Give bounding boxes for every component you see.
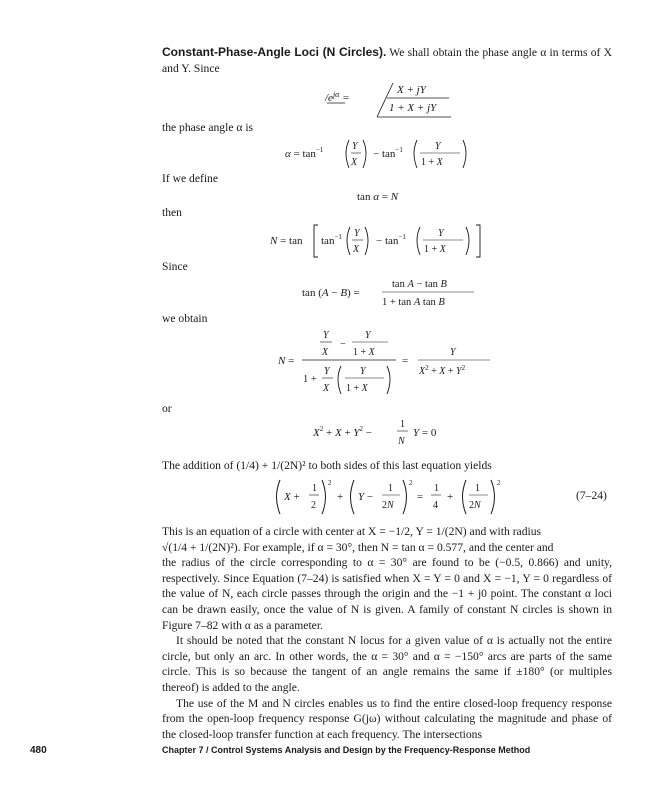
circle-line-1: This is an equation of a circle with center at X = −1/2, Y = 1/(2N) and with radius	[162, 525, 542, 538]
equation-tan-difference-svg	[302, 276, 482, 310]
svg-text:2: 2	[311, 500, 316, 511]
svg-text:Y −: Y −	[358, 491, 374, 503]
svg-text:2: 2	[409, 479, 413, 487]
svg-text:Y: Y	[360, 366, 366, 377]
svg-text:2N: 2N	[382, 500, 394, 511]
svg-text:Y: Y	[365, 330, 371, 341]
svg-text:X2 + X + Y2 −: $X^2 + X + Y^2$ −	[313, 425, 372, 439]
svg-text:Y: Y	[324, 366, 330, 377]
equation-circle-form-svg	[313, 414, 473, 450]
svg-text:tan (A − B) =: tan (A − B) =	[302, 287, 360, 299]
locus-note-paragraph: It should be noted that the constant N locus for a given value of α is actually not the entire circle, but only an arc. In other words, the α = 30° and α = −150° arcs are parts of the same circle. This is so because the tangent of an angle remains the same if ±180° (or multiples thereof) is added to the angle.	[162, 634, 612, 694]
svg-text:1: 1	[434, 483, 439, 494]
svg-text:1: 1	[475, 483, 480, 494]
svg-text:− tan−1: − $\tan^{-1}$	[376, 233, 406, 247]
eq1-numerator: X + jY	[397, 84, 426, 96]
equation-724	[272, 476, 532, 518]
svg-text:+: +	[447, 491, 454, 503]
svg-text:tan α = N: tan α = N	[357, 191, 399, 203]
svg-text:X +: X +	[284, 491, 300, 503]
svg-text:X: X	[351, 157, 358, 168]
equation-N-expanded-svg	[278, 328, 508, 398]
svg-text:X: X	[353, 244, 360, 255]
svg-text:N = tan: N = tan	[270, 235, 303, 247]
svg-text:1 +: 1 +	[303, 374, 317, 385]
svg-text:1 + X: 1 + X	[346, 383, 368, 394]
svg-text:Y: Y	[354, 228, 360, 239]
svg-text:α = tan−1: $\alpha = \tan^{-1}$	[285, 146, 324, 160]
intro-text: We shall obtain the phase angle α in terms of X and Y. Since	[162, 46, 612, 75]
svg-text:=: =	[402, 355, 409, 367]
svg-text:Y: Y	[450, 347, 456, 358]
svg-text:X: X	[322, 347, 329, 358]
circle-line-2: √(1/4 + 1/(2N)²). For example, if α = 30°, then N = tan α = 0.577, and the center and	[162, 540, 554, 554]
page-number: 480	[30, 745, 47, 756]
eq1-lhs: $/e^{j\alpha}$ =	[325, 90, 350, 104]
label-or: or	[162, 402, 172, 415]
svg-text:=: =	[417, 491, 424, 503]
equation-N	[270, 222, 510, 260]
intro-paragraph	[162, 45, 612, 76]
svg-text:Y: Y	[438, 228, 444, 239]
svg-text:2N: 2N	[469, 500, 481, 511]
svg-text:−: −	[340, 339, 346, 350]
equation-phase-definition	[325, 83, 465, 119]
svg-text:tan A − tan B: tan A − tan B	[392, 279, 447, 290]
svg-text:1: 1	[400, 419, 405, 430]
svg-text:4: 4	[433, 500, 438, 511]
equation-N-svg	[270, 222, 510, 260]
equation-phase-definition-svg	[325, 83, 465, 119]
svg-text:1 + X: 1 + X	[421, 157, 443, 168]
svg-text:X2 + X + Y2: $X^2 + X + Y^2$	[419, 364, 466, 377]
circle-paragraph	[162, 524, 612, 742]
svg-text:1 + X: 1 + X	[353, 347, 375, 358]
label-then: then	[162, 206, 182, 219]
equation-N-expanded	[278, 328, 508, 398]
chapter-footer: Chapter 7 / Control Systems Analysis and Design by the Frequency-Response Method	[162, 745, 531, 755]
eq1-denominator: 1 + X + jY	[389, 102, 437, 114]
svg-text:2: 2	[328, 479, 332, 487]
addition-text: The addition of (1/4) + 1/(2N)² to both sides of this last equation yields	[162, 459, 492, 472]
svg-text:tan−1: $\tan^{-1}$	[321, 233, 342, 247]
section-heading: Constant-Phase-Angle Loci (N Circles).	[162, 45, 387, 59]
label-since: Since	[162, 260, 188, 273]
equation-tan-alpha	[357, 189, 427, 205]
svg-text:N: N	[398, 436, 405, 447]
addition-paragraph	[162, 458, 612, 474]
equation-number: (7–24)	[576, 489, 607, 502]
equation-circle-form	[313, 414, 473, 450]
svg-text:1 + tan A tan B: 1 + tan A tan B	[382, 297, 445, 308]
equation-724-svg	[272, 476, 532, 518]
svg-text:Y = 0: Y = 0	[413, 427, 437, 439]
equation-alpha-svg	[285, 136, 485, 172]
equation-alpha	[285, 136, 485, 172]
svg-text:+: +	[337, 491, 344, 503]
svg-text:Y: Y	[352, 141, 358, 152]
svg-text:Y: Y	[323, 330, 329, 341]
equation-tan-difference	[302, 276, 482, 310]
label-we-obtain: we obtain	[162, 312, 208, 325]
svg-text:1: 1	[388, 483, 393, 494]
svg-text:1: 1	[312, 483, 317, 494]
svg-text:Y: Y	[435, 141, 441, 152]
svg-text:2: 2	[497, 479, 501, 487]
label-if-we-define: If we define	[162, 172, 219, 185]
svg-text:N =: N =	[278, 355, 295, 367]
svg-text:X: X	[323, 383, 330, 394]
svg-text:− tan−1: − $\tan^{-1}$	[373, 146, 403, 160]
svg-text:1 + X: 1 + X	[424, 244, 446, 255]
circle-rest: the radius of the circle corresponding to α = 30° are found to be (−0.5, 0.866) and unity, respectively. Since Equation (7–24) is satisfied when X = Y = 0 and X = −1, Y = 0 regardless of the value of N, each circle passes through the origin and the −1 + j0 point. The constant α loci can be drawn easily, once the value of N is given. A family of constant N circles is shown in Figure 7–82 with α as a parameter.	[162, 556, 612, 632]
mn-circles-paragraph: The use of the M and N circles enables us to find the entire closed-loop frequency response from the open-loop frequency response G(jω) without calculating the magnitude and phase of the closed-loop transfer function at each frequency. The intersections	[162, 696, 612, 741]
label-phase-angle: the phase angle α is	[162, 121, 254, 134]
